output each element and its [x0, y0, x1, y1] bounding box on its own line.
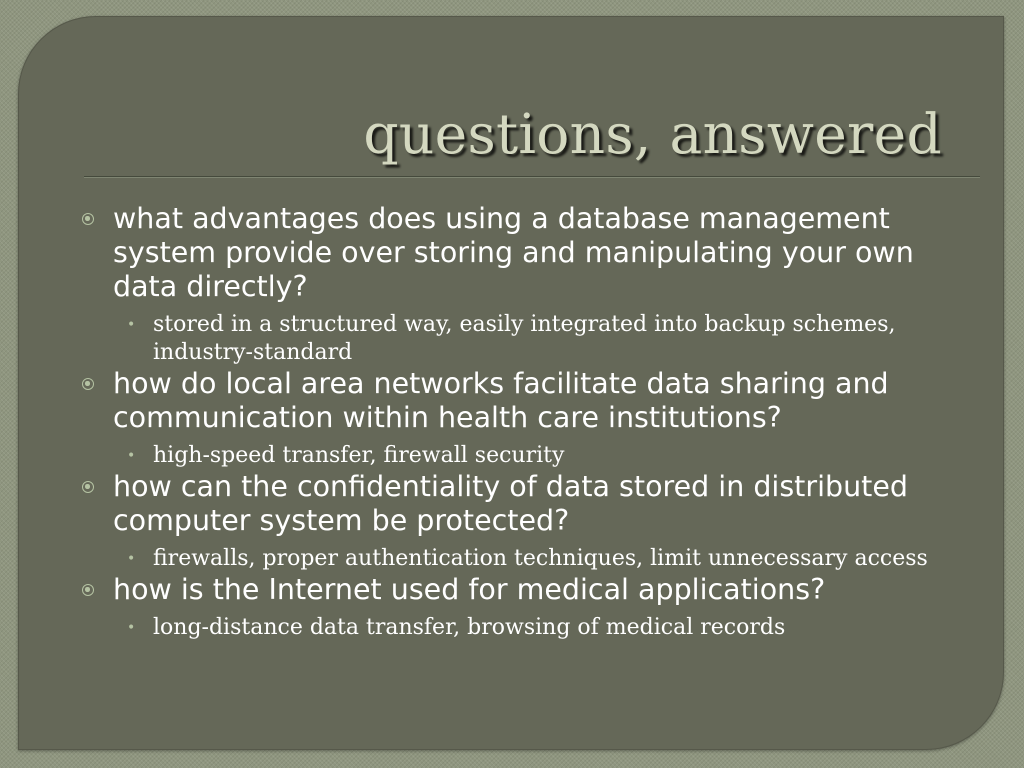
question-item: [82, 367, 982, 435]
answer-item: [125, 614, 982, 642]
circle-bullet-icon: [82, 213, 94, 225]
answer-item: [125, 545, 982, 573]
question-text: how do local area networks facilitate data sharing and communication within health care institutions?: [113, 367, 889, 434]
slide-panel: [18, 16, 1004, 750]
answer-text: firewalls, proper authentication techniques, limit unnecessary access: [153, 546, 928, 571]
circle-bullet-icon: [82, 584, 94, 596]
question-item: [82, 573, 982, 607]
answer-item: [125, 442, 982, 470]
answer-text: high-speed transfer, firewall security: [153, 443, 565, 468]
circle-bullet-icon: [82, 378, 94, 390]
dot-bullet-icon: •: [127, 317, 136, 333]
dot-bullet-icon: •: [127, 551, 136, 567]
question-group: [82, 470, 982, 573]
question-item: [82, 470, 982, 538]
bullet-list: [82, 202, 982, 642]
dot-bullet-icon: •: [127, 620, 136, 636]
question-text: what advantages does using a database management system provide over storing and manipulating your own data directly?: [113, 202, 914, 303]
slide-title: questions, answered: [363, 102, 942, 166]
question-group: [82, 202, 982, 367]
title-divider: [84, 176, 980, 178]
question-text: how is the Internet used for medical applications?: [113, 573, 826, 606]
question-text: how can the confidentiality of data stored in distributed computer system be protected?: [113, 470, 908, 537]
answer-text: long-distance data transfer, browsing of medical records: [153, 615, 786, 640]
answer-text: stored in a structured way, easily integrated into backup schemes, industry-standard: [153, 312, 896, 365]
question-group: [82, 367, 982, 470]
question-item: [82, 202, 982, 304]
answer-item: [125, 311, 982, 367]
circle-bullet-icon: [82, 481, 94, 493]
dot-bullet-icon: •: [127, 448, 136, 464]
question-group: [82, 573, 982, 642]
